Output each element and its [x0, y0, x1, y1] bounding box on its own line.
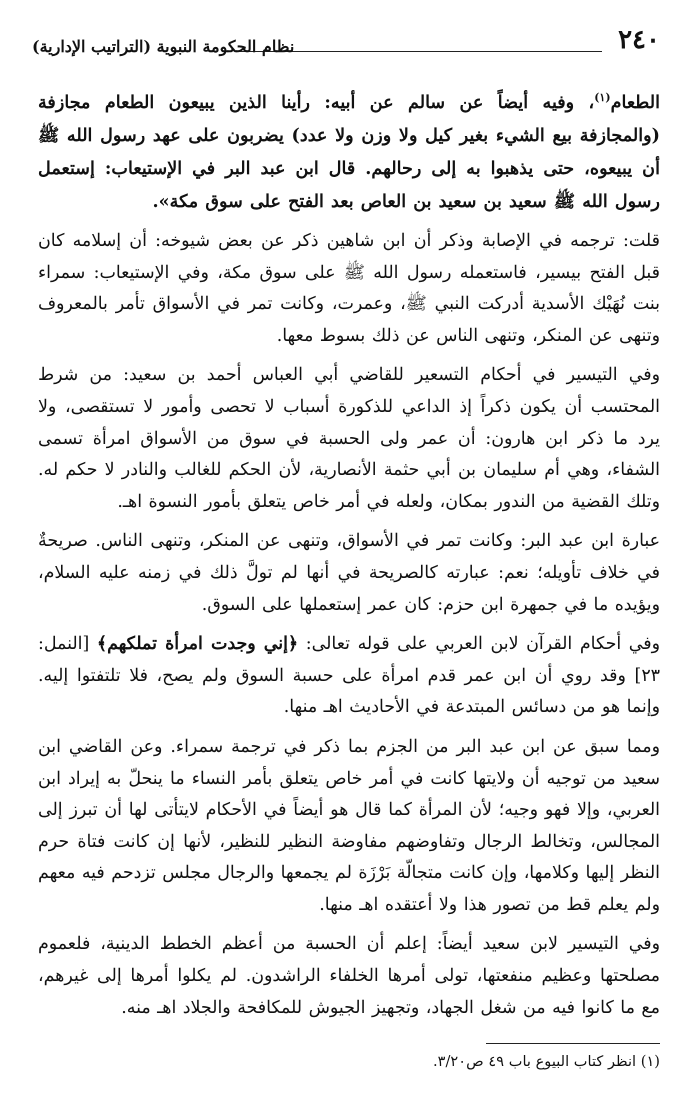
footnote-rule	[486, 1043, 660, 1044]
paragraph-1	[38, 86, 660, 218]
quran-quote: ﴿إني وجدت امرأة تملكهم﴾	[96, 634, 299, 655]
footnote-reference: (١)	[594, 91, 611, 105]
paragraph-4: عبارة ابن عبد البر: وكانت تمر في الأسواق، وتنهى عن المنكر، وتنهى الناس. صريحةٌ في خلاف تأويله؛ نعم: عبارته كالصريحة في أنها لم تولَّ ذلك في زمنه عليه السلام، ويؤيده ما في جمهرة ابن حزم: كان عمر إستعملها على السوق.	[38, 531, 660, 615]
paragraph-6: ومما سبق عن ابن عبد البر من الجزم بما ذكر في ترجمة سمراء. وعن القاضي ابن سعيد من توجيه أن ولايتها كانت في أمر خاص يتعلق بأمر النساء ما ينحلّ به إيراد ابن العربي، وإلا فهو وجيه؛ لأن المرأة كما قال هو أيضاً في الأحكام لايتأتى لها أن تبرز إلى المجالس، وتخالط الرجال وتفاوضهم مفاوضة النظير للنظير، لأنها إن كانت فتاة حرم النظر إليها وكلامها، وإن كانت متجالّة بَرْزَة لم يجمعها والرجال مجلس تزدحم فيه معهم ولم يعلم قط من تصور هذا ولا أعتقده اهـ منها.	[38, 736, 660, 915]
page-number: ٢٤٠	[618, 25, 660, 55]
paragraph-5	[38, 629, 660, 724]
footnote: (١) انظر كتاب البيوع باب ٤٩ ص٣/٢٠.	[433, 1053, 660, 1070]
paragraph-1-lead: الطعام	[610, 92, 660, 113]
running-title: نظام الحكومة النبوية (التراتيب الإدارية)	[32, 37, 295, 56]
paragraph-3: وفي التيسير في أحكام التسعير للقاضي أبي العباس أحمد بن سعيد: من شرط المحتسب أن يكون ذكراً إذ الداعي للذكورة أسباب لا تحصى وأمور لا تستقصى، ولا يرد ما ذكر ابن هارون: أن عمر ولى الحسبة في سوق من الأسواق امرأة تسمى الشفاء، وهي أم سليمان بن أبي حثمة الأنصارية، لأن الحكم للغالب والنادر لا حكم له. وتلك القضية من الندور بمكان، ولعله في أمر خاص يتعلق بأمور النسوة اهـ.	[38, 365, 660, 512]
paragraph-1-text: ، وفيه أيضاً عن سالم عن أبيه: رأينا الذين يبيعون الطعام مجازفة (والمجازفة بيع الشيء بغير كيل ولا وزن ولا عدد) يضربون على عهد رسول الله ﷺ أن يبيعوه، حتى يذهبوا به إلى رحالهم. قال ابن عبد البر في الإستيعاب: إستعمل رسول الله ﷺ سعيد بن سعيد بن العاص بعد الفتح على سوق مكة».	[38, 92, 660, 212]
page-body	[38, 86, 660, 1032]
paragraph-2: قلت: ترجمه في الإصابة وذكر أن ابن شاهين ذكر عن بعض شيوخه: أن إسلامه كان قبل الفتح بيسير، فاستعمله رسول الله ﷺ على سوق مكة، وفي الإستيعاب: سمراء بنت نُهَيْك الأسدية أدركت النبي ﷺ، وعمرت، وكانت تمر في الأسواق تأمر بالمعروف وتنهى عن المنكر، وتنهى الناس عن ذلك بسوط معها.	[38, 231, 660, 346]
paragraph-5-text: [النمل: ٢٣] وقد روي أن ابن عمر قدم امرأة على حسبة السوق ولم يصح، فلا تلتفتوا إليه. وإنما هو من دسائس المبتدعة في الأحاديث اهـ منها.	[38, 634, 660, 718]
paragraph-5-lead: وفي أحكام القرآن لابن العربي على قوله تعالى:	[298, 634, 660, 655]
paragraph-7: وفي التيسير لابن سعيد أيضاً: إعلم أن الحسبة من أعظم الخطط الدينية، فلعموم مصلحتها وعظيم منفعتها، تولى أمرها الخلفاء الراشدون. لم يكلوا أمرها إلى غيرهم، مع ما كانوا فيه من شغل الجهاد، وتجهيز الجيوش للمكافحة والجلاد اهـ منه.	[38, 934, 660, 1018]
page-header	[32, 24, 660, 64]
